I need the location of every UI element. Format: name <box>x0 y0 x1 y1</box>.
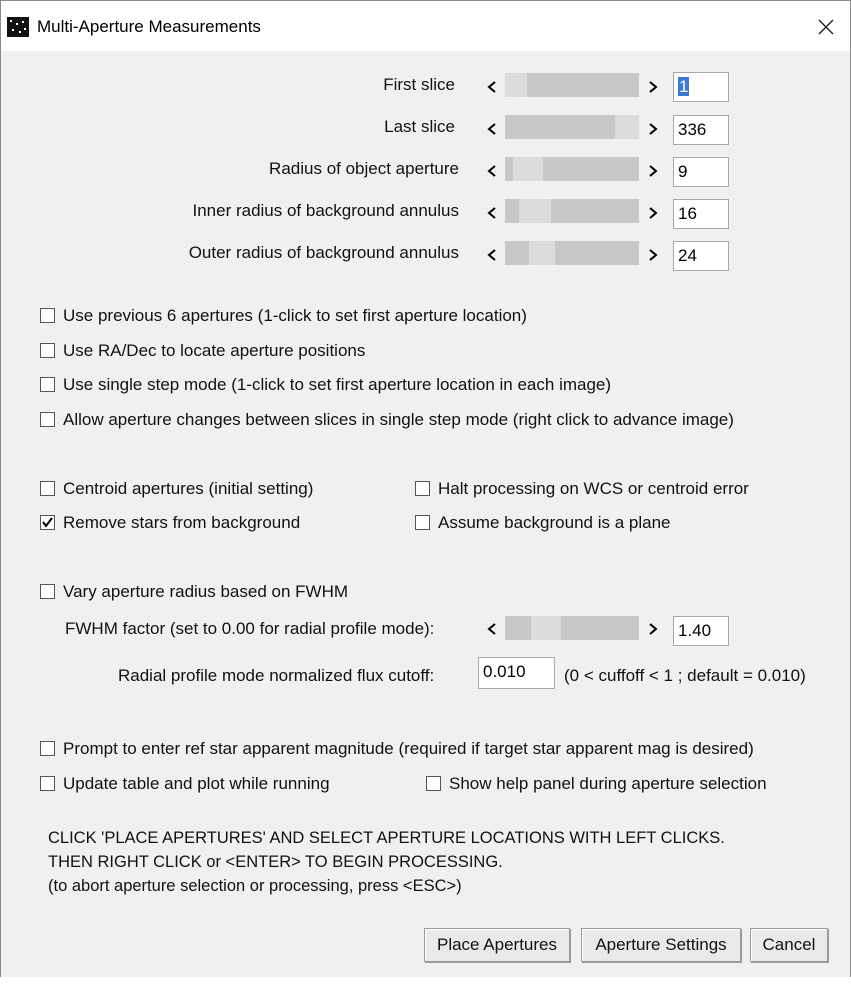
fwhm-factor-label: FWHM factor (set to 0.00 for radial profile mode): <box>65 619 435 638</box>
chevron-right-icon[interactable] <box>646 162 660 180</box>
slider-track[interactable] <box>505 157 639 181</box>
flux-cutoff-input[interactable]: 0.010 <box>478 657 555 689</box>
checkbox-box[interactable] <box>40 412 55 427</box>
app-icon <box>7 17 29 37</box>
slider-thumb[interactable] <box>513 157 543 181</box>
checkbox-box[interactable] <box>415 515 430 530</box>
checkbox-box[interactable] <box>40 343 55 358</box>
checkbox-label: Remove stars from background <box>63 513 301 532</box>
slider-thumb[interactable] <box>505 73 527 97</box>
checkbox-box[interactable] <box>426 776 441 791</box>
instruction-line: (to abort aperture selection or processing, press <ESC>) <box>48 877 462 895</box>
slider-thumb[interactable] <box>529 241 555 265</box>
checkbox-label: Use previous 6 apertures (1-click to set first aperture location) <box>63 306 527 325</box>
checkbox-box[interactable] <box>40 481 55 496</box>
slider-label: Last slice <box>384 117 455 136</box>
instruction-line: THEN RIGHT CLICK or <ENTER> TO BEGIN PROCESSING. <box>48 853 503 871</box>
slider-track[interactable] <box>505 241 639 265</box>
title-bar <box>1 1 850 51</box>
fwhm-slider-track[interactable] <box>505 616 639 640</box>
checkbox-box[interactable] <box>40 515 55 530</box>
checkbox-label: Show help panel during aperture selection <box>449 774 767 793</box>
slider-label: Inner radius of background annulus <box>192 201 459 220</box>
chevron-left-icon[interactable] <box>485 246 499 264</box>
outer-radius-input[interactable]: 24 <box>673 241 729 271</box>
fwhm-factor-input[interactable]: 1.40 <box>673 616 729 646</box>
checkbox-box[interactable] <box>40 377 55 392</box>
checkbox-label: Use single step mode (1-click to set first aperture location in each image) <box>63 375 612 394</box>
chevron-right-icon[interactable] <box>646 204 660 222</box>
inner-radius-input[interactable]: 16 <box>673 199 729 229</box>
aperture-settings-button[interactable]: Aperture Settings <box>581 928 741 962</box>
slider-label: Radius of object aperture <box>269 159 459 178</box>
checkbox-label: Centroid apertures (initial setting) <box>63 479 314 498</box>
checkbox-label: Allow aperture changes between slices in single step mode (right click to advance image) <box>63 410 734 429</box>
instruction-line: CLICK 'PLACE APERTURES' AND SELECT APERTURE LOCATIONS WITH LEFT CLICKS. <box>48 829 725 847</box>
checkbox-label: Update table and plot while running <box>63 774 330 793</box>
slider-track[interactable] <box>505 115 639 139</box>
checkbox-label: Use RA/Dec to locate aperture positions <box>63 341 366 360</box>
place-apertures-button[interactable]: Place Apertures <box>424 928 570 962</box>
checkbox-label: Halt processing on WCS or centroid error <box>438 479 749 498</box>
selected-text: 1 <box>679 77 689 96</box>
slider-thumb[interactable] <box>615 115 639 139</box>
chevron-left-icon[interactable] <box>485 78 499 96</box>
checkbox-box[interactable] <box>40 776 55 791</box>
checkbox-label: Vary aperture radius based on FWHM <box>63 582 349 601</box>
last-slice-input[interactable]: 336 <box>673 115 729 145</box>
check-icon <box>41 516 54 529</box>
checkbox-box[interactable] <box>415 481 430 496</box>
checkbox-label: Assume background is a plane <box>438 513 671 532</box>
first-slice-input[interactable] <box>673 72 729 102</box>
flux-cutoff-label: Radial profile mode normalized flux cutoff: <box>118 666 435 685</box>
slider-thumb[interactable] <box>531 616 561 640</box>
slider-track[interactable] <box>505 73 639 97</box>
slider-label: First slice <box>383 75 455 94</box>
chevron-right-icon[interactable] <box>646 120 660 138</box>
window-title: Multi-Aperture Measurements <box>37 17 261 36</box>
chevron-right-icon[interactable] <box>646 246 660 264</box>
checkbox-box[interactable] <box>40 584 55 599</box>
chevron-left-icon[interactable] <box>485 120 499 138</box>
slider-label: Outer radius of background annulus <box>188 243 459 262</box>
chevron-left-icon[interactable] <box>485 204 499 222</box>
checkbox-box[interactable] <box>40 741 55 756</box>
close-icon[interactable] <box>811 13 841 41</box>
bottom-strip <box>0 977 851 986</box>
checkbox-label: Prompt to enter ref star apparent magnitude (required if target star apparent mag is desired) <box>63 739 754 758</box>
checkbox-box[interactable] <box>40 308 55 323</box>
object-radius-input[interactable]: 9 <box>673 157 729 187</box>
flux-cutoff-hint: (0 < cuffoff < 1 ; default = 0.010) <box>564 666 806 685</box>
slider-thumb[interactable] <box>519 199 551 223</box>
chevron-right-icon[interactable] <box>646 620 660 638</box>
chevron-left-icon[interactable] <box>485 620 499 638</box>
chevron-left-icon[interactable] <box>485 162 499 180</box>
chevron-right-icon[interactable] <box>646 78 660 96</box>
slider-track[interactable] <box>505 199 639 223</box>
cancel-button[interactable]: Cancel <box>750 928 828 962</box>
